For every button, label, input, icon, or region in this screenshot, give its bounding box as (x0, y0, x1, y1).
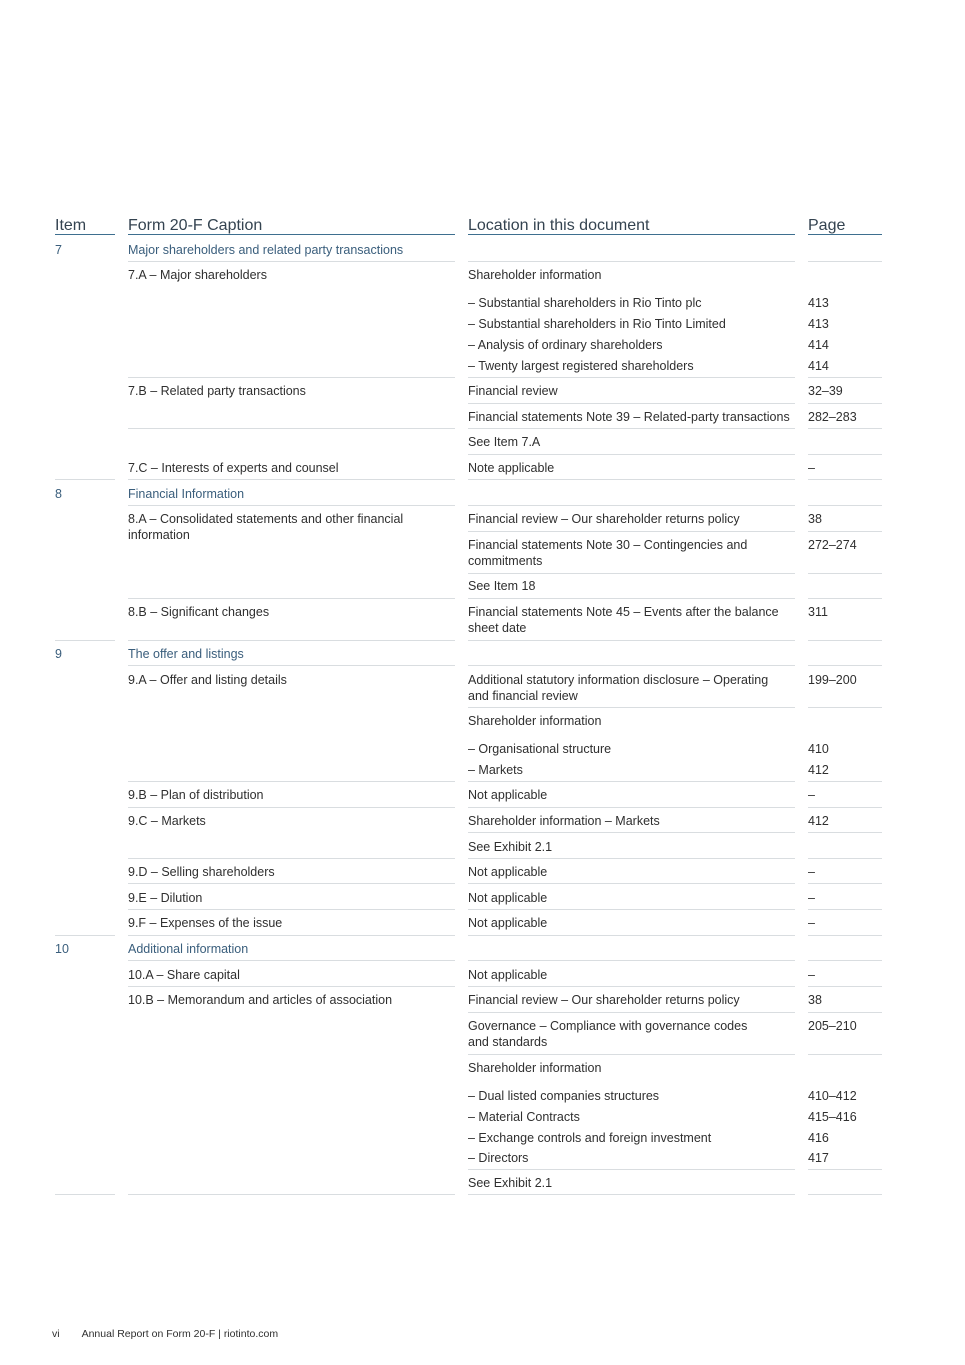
location-cell: See Item 18 (468, 579, 536, 593)
page-cell: 410–412 (808, 1089, 857, 1103)
header-page: Page (808, 217, 846, 234)
location-cell: Financial review (468, 384, 558, 398)
row-divider (468, 858, 795, 859)
row-divider (468, 1169, 795, 1170)
page-cell: 417 (808, 1151, 829, 1165)
row-divider (468, 640, 795, 641)
row-divider (55, 479, 115, 480)
row-divider (808, 377, 882, 378)
header-rule (808, 234, 882, 235)
row-divider (128, 479, 455, 480)
location-cell: Financial statements Note 30 – Contingencies and commitments (468, 538, 748, 568)
row-divider (808, 832, 882, 833)
row-divider (808, 960, 882, 961)
location-cell: Shareholder information – Markets (468, 814, 660, 828)
page-cell: 412 (808, 814, 829, 828)
location-cell: Shareholder information (468, 1061, 602, 1075)
row-divider (468, 707, 795, 708)
page-cell: – (808, 891, 815, 905)
location-subitem: – Directors (468, 1151, 529, 1165)
page-cell: 412 (808, 763, 829, 777)
row-divider (808, 986, 882, 987)
footer-page-number: vi (52, 1328, 60, 1340)
page-cell: 38 (808, 993, 822, 1007)
section-heading: Major shareholders and related party transactions (128, 243, 404, 257)
location-cell: Not applicable (468, 788, 548, 802)
page-cell: 32–39 (808, 384, 843, 398)
caption-cell: 7.A – Major shareholders (128, 268, 267, 282)
location-cell: Shareholder information (468, 268, 602, 282)
row-divider (55, 1194, 115, 1195)
row-divider (128, 781, 455, 782)
caption-cell: 8.B – Significant changes (128, 605, 270, 619)
location-subitem: – Substantial shareholders in Rio Tinto plc (468, 296, 702, 310)
location-cell: Note applicable (468, 461, 555, 475)
caption-cell: 10.A – Share capital (128, 968, 240, 982)
row-divider (468, 261, 795, 262)
caption-cell: 9.C – Markets (128, 814, 206, 828)
location-subitem: – Dual listed companies structures (468, 1089, 660, 1103)
row-divider (808, 454, 882, 455)
location-subitem: – Organisational structure (468, 742, 612, 756)
row-divider (128, 505, 455, 506)
footer-site: riotinto.com (223, 1328, 279, 1340)
caption-cell: 9.D – Selling shareholders (128, 865, 275, 879)
row-divider (808, 479, 882, 480)
row-divider (128, 598, 455, 599)
row-divider (808, 598, 882, 599)
page-cell: 205–210 (808, 1019, 857, 1033)
row-divider (808, 531, 882, 532)
page-cell: – (808, 968, 815, 982)
row-divider (808, 909, 882, 910)
page-cell: 311 (808, 605, 828, 619)
item-number: 7 (55, 243, 62, 257)
row-divider (808, 573, 882, 574)
caption-cell: 9.F – Expenses of the issue (128, 916, 283, 930)
page-cell: 414 (808, 338, 829, 352)
page-cell: 410 (808, 742, 829, 756)
page-cell: 414 (808, 359, 829, 373)
location-cell: Not applicable (468, 916, 548, 930)
footer-title: Annual Report on Form 20-F (81, 1328, 216, 1340)
header-rule (128, 234, 455, 235)
location-cell: See Exhibit 2.1 (468, 840, 553, 854)
row-divider (468, 909, 795, 910)
location-cell: See Exhibit 2.1 (468, 1176, 553, 1190)
row-divider (468, 832, 795, 833)
location-cell: Financial statements Note 45 – Events after the balance sheet date (468, 605, 779, 635)
row-divider (808, 665, 882, 666)
row-divider (128, 935, 455, 936)
section-heading: Additional information (128, 942, 249, 956)
row-divider (468, 403, 795, 404)
section-heading: Financial Information (128, 487, 245, 501)
header-item: Item (55, 217, 87, 234)
row-divider (468, 428, 795, 429)
page-cell: 413 (808, 317, 829, 331)
caption-cell: 7.B – Related party transactions (128, 384, 306, 398)
location-subitem: – Twenty largest registered shareholders (468, 359, 694, 373)
row-divider (808, 261, 882, 262)
page-cell: 199–200 (808, 673, 857, 687)
page-cell: – (808, 461, 815, 475)
row-divider (468, 573, 795, 574)
row-divider (128, 883, 455, 884)
row-divider (468, 1194, 795, 1195)
page-cell: 416 (808, 1131, 829, 1145)
row-divider (468, 1012, 795, 1013)
row-divider (808, 428, 882, 429)
location-cell: Not applicable (468, 968, 548, 982)
location-cell: Governance – Compliance with governance codes and standards (468, 1019, 748, 1049)
row-divider (468, 986, 795, 987)
row-divider (808, 707, 882, 708)
page-cell: 413 (808, 296, 829, 310)
row-divider (808, 935, 882, 936)
header-rule (468, 234, 795, 235)
page-cell: – (808, 865, 815, 879)
location-cell: See Item 7.A (468, 435, 541, 449)
caption-cell: 7.C – Interests of experts and counsel (128, 461, 339, 475)
row-divider (808, 858, 882, 859)
row-divider (808, 1194, 882, 1195)
location-subitem: – Markets (468, 763, 523, 777)
page-cell: – (808, 916, 815, 930)
row-divider (468, 531, 795, 532)
row-divider (808, 403, 882, 404)
row-divider (468, 377, 795, 378)
item-number: 9 (55, 647, 62, 661)
location-cell: Additional statutory information disclosure – Operating and financial review (468, 673, 769, 703)
row-divider (128, 428, 455, 429)
caption-cell: 9.E – Dilution (128, 891, 203, 905)
row-divider (808, 781, 882, 782)
caption-cell: 8.A – Consolidated statements and other financial information (128, 512, 404, 542)
page-cell: 282–283 (808, 410, 857, 424)
page-cell: – (808, 788, 815, 802)
row-divider (128, 377, 455, 378)
row-divider (468, 935, 795, 936)
header-rule (55, 234, 115, 235)
header-location: Location in this document (468, 217, 650, 234)
page-cell: 415–416 (808, 1110, 857, 1124)
row-divider (808, 883, 882, 884)
row-divider (808, 1054, 882, 1055)
location-cell: Not applicable (468, 891, 548, 905)
row-divider (128, 960, 455, 961)
header-caption: Form 20-F Caption (128, 217, 263, 234)
row-divider (468, 665, 795, 666)
row-divider (128, 858, 455, 859)
row-divider (468, 781, 795, 782)
location-subitem: – Substantial shareholders in Rio Tinto Limited (468, 317, 726, 331)
location-cell: Financial review – Our shareholder returns policy (468, 993, 740, 1007)
row-divider (468, 505, 795, 506)
location-cell: Shareholder information (468, 714, 602, 728)
location-cell: Financial statements Note 39 – Related-party transactions (468, 410, 790, 424)
row-divider (128, 665, 455, 666)
row-divider (808, 640, 882, 641)
section-heading: The offer and listings (128, 647, 244, 661)
row-divider (808, 505, 882, 506)
item-number: 8 (55, 487, 62, 501)
row-divider (808, 1012, 882, 1013)
row-divider (128, 261, 455, 262)
item-number: 10 (55, 942, 69, 956)
location-subitem: – Analysis of ordinary shareholders (468, 338, 663, 352)
row-divider (55, 935, 115, 936)
row-divider (808, 1169, 882, 1170)
location-subitem: – Exchange controls and foreign investment (468, 1131, 712, 1145)
row-divider (468, 807, 795, 808)
caption-cell: 9.B – Plan of distribution (128, 788, 264, 802)
page-cell: 38 (808, 512, 822, 526)
row-divider (808, 807, 882, 808)
location-subitem: – Material Contracts (468, 1110, 580, 1124)
row-divider (128, 909, 455, 910)
row-divider (468, 479, 795, 480)
row-divider (128, 640, 455, 641)
row-divider (468, 598, 795, 599)
page-footer: vi Annual Report on Form 20-F | riotinto.com (52, 1328, 279, 1340)
row-divider (468, 960, 795, 961)
location-cell: Financial review – Our shareholder returns policy (468, 512, 740, 526)
row-divider (128, 1194, 455, 1195)
row-divider (468, 1054, 795, 1055)
location-cell: Not applicable (468, 865, 548, 879)
row-divider (128, 807, 455, 808)
row-divider (55, 640, 115, 641)
caption-cell: 9.A – Offer and listing details (128, 673, 287, 687)
caption-cell: 10.B – Memorandum and articles of association (128, 993, 393, 1007)
row-divider (128, 986, 455, 987)
row-divider (468, 454, 795, 455)
page-cell: 272–274 (808, 538, 857, 552)
row-divider (468, 883, 795, 884)
